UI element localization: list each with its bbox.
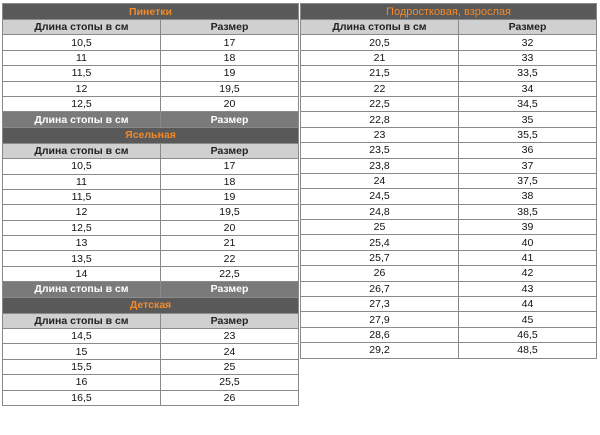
foot-length-cell: 27,9 <box>301 312 459 327</box>
teen-adult-size-table <box>300 3 597 359</box>
foot-length-cell: 10,5 <box>3 159 161 174</box>
size-cell: 42 <box>459 266 597 281</box>
section-title-row <box>301 4 597 20</box>
header-size: Размер <box>161 143 299 158</box>
section-title-row <box>3 4 299 20</box>
size-cell: 23 <box>161 329 299 344</box>
pre-header-foot-length: Длина стопы в см <box>3 112 161 127</box>
size-cell: 19,5 <box>161 81 299 96</box>
foot-length-cell: 22,8 <box>301 112 459 127</box>
table-row <box>3 344 299 359</box>
table-row <box>3 189 299 204</box>
header-size: Размер <box>161 20 299 35</box>
pre-header-size: Размер <box>161 282 299 297</box>
table-row <box>301 343 597 358</box>
foot-length-cell: 24 <box>301 173 459 188</box>
foot-length-cell: 25,7 <box>301 250 459 265</box>
size-cell: 22 <box>161 251 299 266</box>
foot-length-cell: 26 <box>301 266 459 281</box>
table-row <box>3 266 299 281</box>
size-cell: 17 <box>161 159 299 174</box>
size-cell: 44 <box>459 297 597 312</box>
table-row <box>301 266 597 281</box>
pre-header-foot-length: Длина стопы в см <box>3 282 161 297</box>
foot-length-cell: 11,5 <box>3 66 161 81</box>
foot-length-cell: 23,8 <box>301 158 459 173</box>
table-row <box>301 66 597 81</box>
table-row <box>3 50 299 65</box>
table-row <box>3 205 299 220</box>
foot-length-cell: 25 <box>301 220 459 235</box>
size-cell: 26 <box>161 390 299 405</box>
foot-length-cell: 29,2 <box>301 343 459 358</box>
foot-length-cell: 23 <box>301 127 459 142</box>
size-cell: 33 <box>459 50 597 65</box>
size-cell: 32 <box>459 35 597 50</box>
size-cell: 24 <box>161 344 299 359</box>
foot-length-cell: 15 <box>3 344 161 359</box>
table-row <box>3 375 299 390</box>
size-cell: 38 <box>459 189 597 204</box>
table-row <box>3 159 299 174</box>
size-cell: 38,5 <box>459 204 597 219</box>
header-row <box>3 143 299 158</box>
foot-length-cell: 21 <box>301 50 459 65</box>
table-row <box>301 281 597 296</box>
foot-length-cell: 22 <box>301 81 459 96</box>
foot-length-cell: 16 <box>3 375 161 390</box>
table-row <box>301 35 597 50</box>
foot-length-cell: 21,5 <box>301 66 459 81</box>
size-cell: 18 <box>161 50 299 65</box>
size-cell: 19,5 <box>161 205 299 220</box>
section-title: Ясельная <box>3 127 299 143</box>
table-row <box>301 250 597 265</box>
table-row <box>301 96 597 111</box>
table-row <box>3 236 299 251</box>
size-cell: 35 <box>459 112 597 127</box>
header-row <box>3 313 299 328</box>
table-row <box>301 312 597 327</box>
section-title: Подростковая, взрослая <box>301 4 597 20</box>
header-row <box>301 20 597 35</box>
size-cell: 46,5 <box>459 327 597 342</box>
foot-length-cell: 27,3 <box>301 297 459 312</box>
foot-length-cell: 26,7 <box>301 281 459 296</box>
table-row <box>301 189 597 204</box>
foot-length-cell: 23,5 <box>301 143 459 158</box>
header-size: Размер <box>161 313 299 328</box>
size-cell: 34,5 <box>459 96 597 111</box>
size-cell: 43 <box>459 281 597 296</box>
table-row <box>301 204 597 219</box>
foot-length-cell: 12,5 <box>3 96 161 111</box>
size-cell: 33,5 <box>459 66 597 81</box>
foot-length-cell: 11 <box>3 50 161 65</box>
table-row <box>301 81 597 96</box>
size-cell: 41 <box>459 250 597 265</box>
size-cell: 19 <box>161 66 299 81</box>
table-row <box>3 96 299 111</box>
foot-length-cell: 22,5 <box>301 96 459 111</box>
foot-length-cell: 11,5 <box>3 189 161 204</box>
foot-length-cell: 14,5 <box>3 329 161 344</box>
size-cell: 37,5 <box>459 173 597 188</box>
header-foot-length: Длина стопы в см <box>3 143 161 158</box>
table-row <box>301 235 597 250</box>
table-row <box>301 50 597 65</box>
foot-length-cell: 16,5 <box>3 390 161 405</box>
section-title-row <box>3 127 299 143</box>
size-cell: 34 <box>459 81 597 96</box>
table-row <box>3 359 299 374</box>
size-cell: 35,5 <box>459 127 597 142</box>
table-row <box>301 112 597 127</box>
size-cell: 37 <box>459 158 597 173</box>
pre-header-row <box>3 112 299 127</box>
section-title: Пинетки <box>3 4 299 20</box>
size-cell: 17 <box>161 35 299 50</box>
size-cell: 40 <box>459 235 597 250</box>
size-cell: 20 <box>161 220 299 235</box>
size-cell: 39 <box>459 220 597 235</box>
foot-length-cell: 28,6 <box>301 327 459 342</box>
foot-length-cell: 24,8 <box>301 204 459 219</box>
foot-length-cell: 12 <box>3 81 161 96</box>
foot-length-cell: 13 <box>3 236 161 251</box>
header-foot-length: Длина стопы в см <box>3 20 161 35</box>
table-row <box>3 329 299 344</box>
header-foot-length: Длина стопы в см <box>3 313 161 328</box>
table-row <box>301 158 597 173</box>
table-row <box>3 220 299 235</box>
foot-length-cell: 11 <box>3 174 161 189</box>
table-row <box>301 297 597 312</box>
table-row <box>3 174 299 189</box>
table-row <box>3 390 299 405</box>
foot-length-cell: 13,5 <box>3 251 161 266</box>
table-row <box>301 127 597 142</box>
size-cell: 25 <box>161 359 299 374</box>
pre-header-row <box>3 282 299 297</box>
pre-header-size: Размер <box>161 112 299 127</box>
foot-length-cell: 10,5 <box>3 35 161 50</box>
table-row <box>301 143 597 158</box>
size-cell: 19 <box>161 189 299 204</box>
header-row <box>3 20 299 35</box>
foot-length-cell: 24,5 <box>301 189 459 204</box>
table-row <box>301 173 597 188</box>
table-row <box>3 81 299 96</box>
header-size: Размер <box>459 20 597 35</box>
header-foot-length: Длина стопы в см <box>301 20 459 35</box>
table-row <box>3 251 299 266</box>
left-size-tables <box>2 3 299 406</box>
size-cell: 18 <box>161 174 299 189</box>
size-cell: 22,5 <box>161 266 299 281</box>
size-cell: 21 <box>161 236 299 251</box>
size-cell: 48,5 <box>459 343 597 358</box>
foot-length-cell: 12 <box>3 205 161 220</box>
size-cell: 45 <box>459 312 597 327</box>
table-row <box>301 220 597 235</box>
table-row <box>301 327 597 342</box>
size-cell: 36 <box>459 143 597 158</box>
section-title-row <box>3 297 299 313</box>
size-cell: 25,5 <box>161 375 299 390</box>
foot-length-cell: 15,5 <box>3 359 161 374</box>
foot-length-cell: 25,4 <box>301 235 459 250</box>
foot-length-cell: 14 <box>3 266 161 281</box>
section-title: Детская <box>3 297 299 313</box>
table-row <box>3 66 299 81</box>
size-cell: 20 <box>161 96 299 111</box>
table-row <box>3 35 299 50</box>
foot-length-cell: 20,5 <box>301 35 459 50</box>
foot-length-cell: 12,5 <box>3 220 161 235</box>
